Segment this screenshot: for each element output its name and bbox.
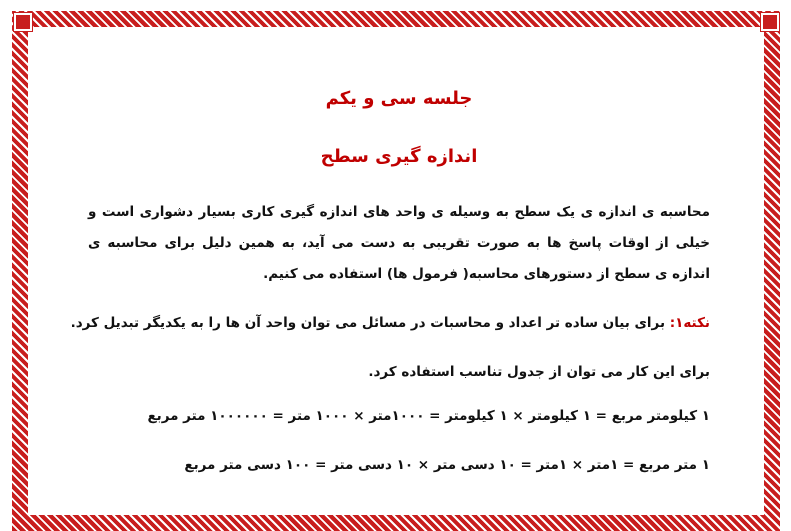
proportion-table-line: برای این کار می توان از جدول تناسب استفاده کرد.: [368, 364, 710, 380]
note-line: [70, 315, 710, 331]
formula-square-kilometer: ۱ کیلومتر مربع = ۱ کیلومتر × ۱ کیلومتر = ۱۰۰۰متر × ۱۰۰۰ متر = ۱۰۰۰۰۰۰ متر مربع: [147, 408, 710, 424]
session-title: جلسه سی و یکم: [325, 88, 473, 109]
intro-paragraph: محاسبه ی اندازه ی یک سطح به وسیله ی واحد های اندازه گیری کاری بسیار دشواری است و خیلی از اوقات پاسخ ها به صورت تقریبی به دست می آید، به همین دلیل برای محاسبه ی اندازه ی سطح از دستورهای محاسبه( فرمول ها) استفاده می کنیم.: [88, 204, 710, 282]
formula-square-meter: ۱ متر مربع = ۱متر × ۱متر = ۱۰ دسی متر × ۱۰ دسی متر = ۱۰۰ دسی متر مربع: [184, 457, 710, 473]
note-label: نکته۱:: [669, 315, 710, 331]
border-corner-top-right: [761, 13, 779, 31]
border-corner-top-left: [14, 13, 32, 31]
note-text: برای بیان ساده تر اعداد و محاسبات در مسائل می توان واحد آن ها را به یکدیگر تبدیل کرد.: [70, 315, 670, 331]
topic-title: اندازه گیری سطح: [320, 146, 478, 167]
